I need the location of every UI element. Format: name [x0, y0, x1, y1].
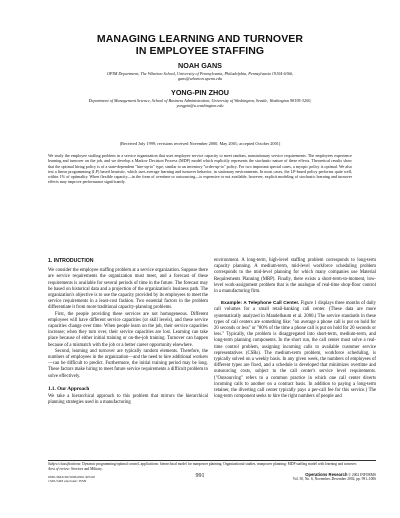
- left-column: [48, 258, 208, 406]
- intro-paragraph-3: Second, learning and turnover are typically random elements. Therefore, the numbers of employees in the organization—and the need to hire additional workers—can be difficult to predict. Furthermore, the initial training period may be long. These factors make hiring to meet future service requirements a difficult problem to solve effectively.: [48, 348, 208, 379]
- intro-paragraph-2: First, the people providing these services are not homogeneous. Different employees will have different service capacities (or skill levels), and these service capacities change over time. When people learn on the job, their service capacities increase; when they turn over, their service capacities are lost. Learning can take place because of either initial training or on-the-job training. Turnover can happen because of a mismatch with the job or a better career opportunity elsewhere.: [48, 311, 208, 348]
- author-1-affiliation: [30, 71, 370, 81]
- title-line-2: IN EMPLOYEE STAFFING: [135, 45, 265, 57]
- intro-paragraph-1: We consider the employee staffing problem at a service organization. Suppose there are service requirements the organization must meet, and a forecast of these requirements is available for several periods of time in the future. The forecast may be based on historical data and a projection of the organization's business path. The organization's objective is to use the capacity provided by its employees to meet the service requirements in a least-cost fashion. Two essential factors in the problem differentiate it from more traditional capacity-planning problems.: [48, 268, 208, 311]
- received-dates: (Received July 1999; revisions received November 2000, May 2001; accepted October 2001): [119, 141, 281, 146]
- subjects-label: Subject classifications:: [48, 462, 82, 466]
- author-1-email: gans@wharton.upenn.edu: [177, 76, 223, 81]
- journal-info: [293, 473, 376, 482]
- example-title: Example: A Telephone Call Center.: [221, 301, 300, 307]
- area-text: Services and Military.: [70, 466, 103, 471]
- section-heading-introduction: 1. INTRODUCTION: [48, 258, 94, 264]
- continued-paragraph: environment. A long-term, high-level staffing problem corresponds to long-term capacity planning. A medium-term, mid-level workforce scheduling problem corresponds to the mid-level planning for which many companies use Material Requirements Planning (MRP). Finally, there exists a short-term-to-moment, low-level work-assignment problem that is the analogue of real-time shop-floor control in a manufacturing firm.: [214, 258, 376, 295]
- subsection-heading-our-approach: 1.1. Our Approach: [48, 385, 90, 392]
- area-label: Area of review:: [48, 466, 71, 471]
- footer-rule: [48, 460, 376, 461]
- author-1-name: NOAH GANS: [178, 61, 222, 70]
- approach-paragraph: We take a hierarchical approach to this problem that mirrors the hierarchical planning strategies used in a manufacturing: [48, 394, 208, 406]
- paper-title: [60, 33, 340, 57]
- author-2-email: yongpin@u.washington.edu: [176, 103, 224, 108]
- right-column: [214, 258, 376, 400]
- abstract: We study the employee staffing problem in a service organization that uses employee service capacity to meet random, nonstationary service requirements. The employees experience learning and turnover on the job, and we develop a Markov Decision Process (MDP) model which explicitly represents the stochastic nature of these effects. Theoretical results show that the optimal hiring policy is of a state-dependent "hire-up-to" type, similar to an inventory "order-up-to" policy. For two important special cases, a myopic policy is optimal. We also test a linear programming (LP) based heuristic, which uses average learning and turnover behavior, in stationary environments. In most cases, the LP-based policy performs quite well, within 1% of optimality. When flexible capacity—in the form of overtime or outsourcing—is expensive or not available, however, explicit modeling of stochastic learning and turnover effects may improve performance significantly.: [48, 153, 352, 185]
- journal-name: Operations Research: [305, 472, 348, 477]
- title-line-1: MANAGING LEARNING AND TURNOVER: [96, 33, 304, 45]
- author-1-affiliation-line: OPIM Department, The Wharton School, University of Pennsylvania, Philadelphia, Pennsylvania 19104-6366,: [106, 71, 294, 76]
- author-2-affiliation-line: Department of Management Science, School of Business Administration, University of Washington, Seattle, Washington 98195-3200,: [88, 98, 312, 103]
- author-2-name: YONG-PIN ZHOU: [171, 88, 229, 97]
- subject-classifications: [48, 462, 376, 471]
- journal-copyright: © 2002 INFORMS: [347, 473, 376, 477]
- example-paragraph: [214, 301, 376, 400]
- example-text: Figure 1 displays three months of daily call volumes for a small retail-banking call center. (These data are more systematically analyzed in Mandelbaum et al. 2000.) The service standards in these types of call centers are something like: "on average a phone call is put on hold for 20 seconds or less" or "80% of the time a phone call is put on hold for 20 seconds or less." Typically, the problem is disaggregated into short-term, medium-term, and long-term planning components. In the short run, the call center must solve a real-time control problem, assigning incoming calls to available customer service representatives (CSRs). The medium-term problem, workforce scheduling, is typically solved on a weekly basis. In any given week, the numbers of employees of different types are fixed, and a schedule is developed that minimizes overtime and outsourcing costs, subject to the call center's service level requirements. ("Outsourcing" refers to a common practice in which one call center diverts incoming calls to another on a contract basis. In addition to paying a long-term retainer, the diverting call center typically pays a per-call fee for this service.) The long-term component seeks to hire the right numbers of people and: [214, 301, 376, 400]
- issn-electronic: 1526-5463 electronic ISSN: [48, 479, 87, 484]
- author-2-affiliation: [30, 98, 370, 108]
- journal-volume: Vol. 50, No. 6, November–December 2002, pp. 991–1006: [292, 477, 376, 482]
- subjects-text: Dynamic programming/optimal control, applications: hierarchical model for manpower planning. Organizational studies, manpower planning: MDP staffing model with learning and turnover.: [81, 462, 357, 466]
- issn-print: 0030-364X/02/5006-0991 $05.00: [48, 475, 96, 479]
- page-number: 991: [195, 473, 205, 479]
